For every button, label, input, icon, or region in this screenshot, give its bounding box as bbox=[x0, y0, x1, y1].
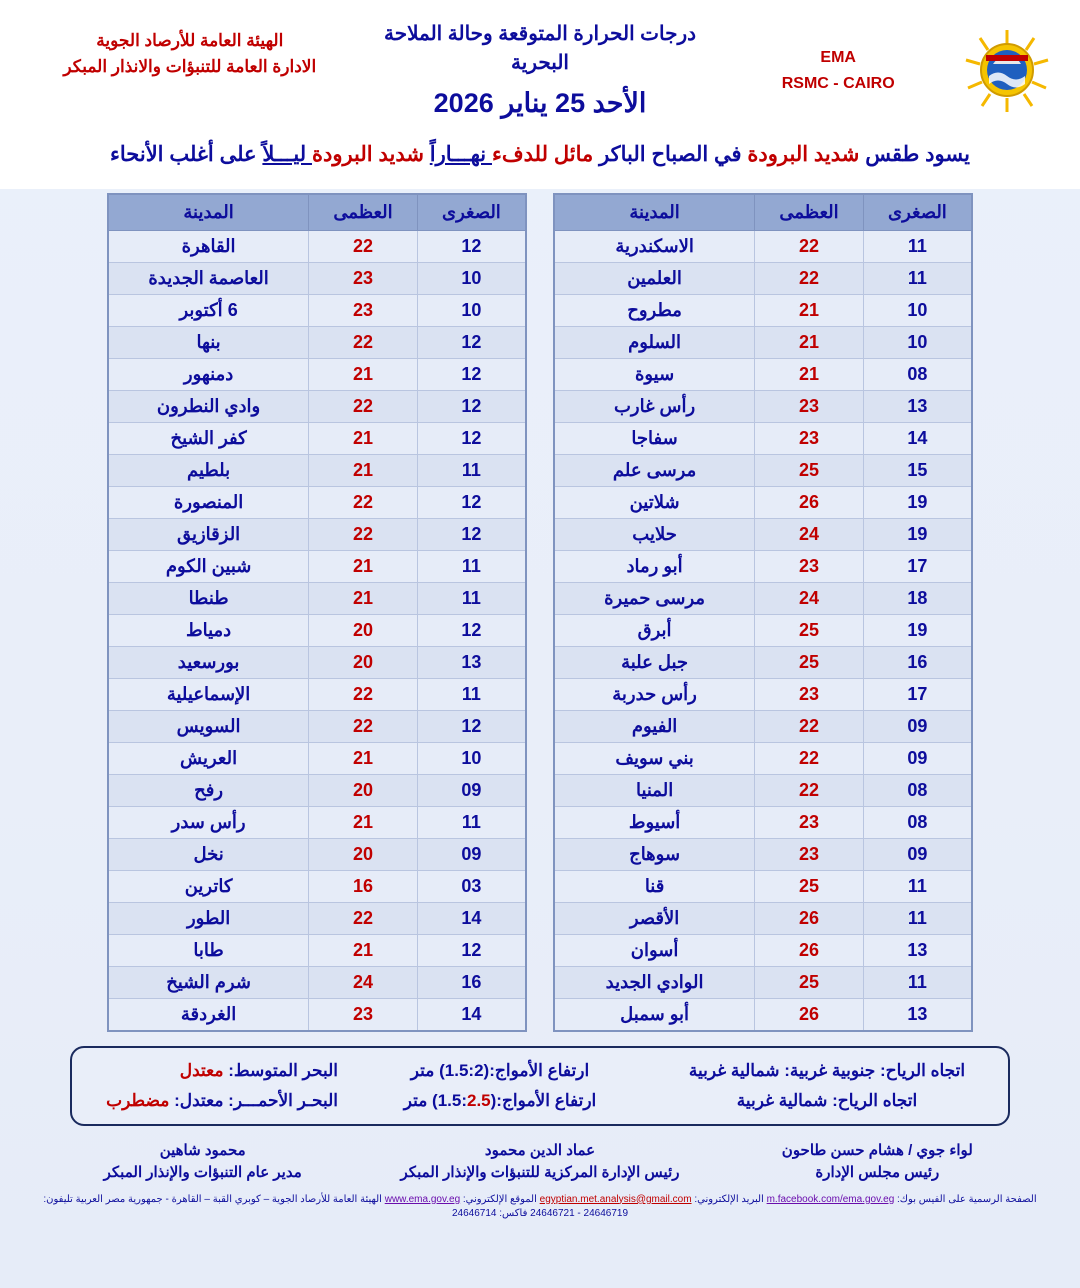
cell-min-temp: 08 bbox=[863, 358, 972, 390]
cell-city-name: رأس سدر bbox=[108, 806, 309, 838]
table-row bbox=[108, 518, 526, 550]
cell-max-temp: 21 bbox=[309, 454, 418, 486]
cell-min-temp: 10 bbox=[863, 294, 972, 326]
cell-city-name: نخل bbox=[108, 838, 309, 870]
cell-city-name: الفيوم bbox=[554, 710, 755, 742]
cell-max-temp: 20 bbox=[309, 838, 418, 870]
cell-city-name: المنصورة bbox=[108, 486, 309, 518]
summary-warm-day: مائل للدفء bbox=[491, 143, 594, 167]
cell-min-temp: 11 bbox=[417, 550, 526, 582]
cell-city-name: رفح bbox=[108, 774, 309, 806]
table-row bbox=[554, 678, 972, 710]
table-row bbox=[554, 326, 972, 358]
bulletin-title-block bbox=[354, 14, 727, 123]
cell-city-name: حلايب bbox=[554, 518, 755, 550]
cell-city-name: شلاتين bbox=[554, 486, 755, 518]
table-row bbox=[108, 742, 526, 774]
cell-max-temp: 21 bbox=[309, 934, 418, 966]
cell-city-name: شرم الشيخ bbox=[108, 966, 309, 998]
cell-max-temp: 22 bbox=[309, 902, 418, 934]
table-row bbox=[108, 966, 526, 998]
cell-max-temp: 22 bbox=[755, 230, 864, 262]
cell-min-temp: 11 bbox=[863, 230, 972, 262]
cell-max-temp: 24 bbox=[755, 582, 864, 614]
table-row bbox=[108, 998, 526, 1031]
cell-min-temp: 19 bbox=[863, 614, 972, 646]
cell-max-temp: 22 bbox=[309, 326, 418, 358]
summary-part-6: على أغلب الأنحاء bbox=[110, 143, 263, 167]
mediterranean-row bbox=[88, 1056, 992, 1086]
red-sea-waves-high: 2.5 bbox=[467, 1090, 491, 1110]
cell-max-temp: 26 bbox=[755, 902, 864, 934]
table-row bbox=[108, 774, 526, 806]
cell-min-temp: 10 bbox=[417, 742, 526, 774]
cell-city-name: الاسكندرية bbox=[554, 230, 755, 262]
cell-min-temp: 13 bbox=[417, 646, 526, 678]
cell-city-name: العاصمة الجديدة bbox=[108, 262, 309, 294]
cell-city-name: بنها bbox=[108, 326, 309, 358]
cell-max-temp: 22 bbox=[755, 262, 864, 294]
cell-city-name: أسيوط bbox=[554, 806, 755, 838]
cell-min-temp: 19 bbox=[863, 486, 972, 518]
table-row bbox=[108, 550, 526, 582]
cell-min-temp: 12 bbox=[417, 710, 526, 742]
table-row bbox=[554, 582, 972, 614]
cell-city-name: دمنهور bbox=[108, 358, 309, 390]
cell-min-temp: 17 bbox=[863, 550, 972, 582]
red-sea-state-2: مضطرب bbox=[106, 1090, 170, 1110]
cell-max-temp: 23 bbox=[755, 806, 864, 838]
summary-part-3: نهـــاراً bbox=[429, 143, 492, 167]
cell-min-temp: 16 bbox=[417, 966, 526, 998]
cell-min-temp: 12 bbox=[417, 422, 526, 454]
cell-max-temp: 21 bbox=[755, 358, 864, 390]
summary-part-1: يسود طقس bbox=[859, 143, 970, 167]
table-row bbox=[554, 742, 972, 774]
cell-city-name: جبل علبة bbox=[554, 646, 755, 678]
cell-min-temp: 08 bbox=[863, 806, 972, 838]
summary-part-5: ليـــلاً bbox=[262, 143, 312, 167]
cell-city-name: أبرق bbox=[554, 614, 755, 646]
cell-city-name: مطروح bbox=[554, 294, 755, 326]
cell-max-temp: 21 bbox=[755, 294, 864, 326]
cell-city-name: الوادي الجديد bbox=[554, 966, 755, 998]
table-row bbox=[108, 486, 526, 518]
cell-max-temp: 23 bbox=[309, 294, 418, 326]
ema-rsmc: RSMC - CAIRO bbox=[781, 75, 895, 92]
cell-min-temp: 12 bbox=[417, 486, 526, 518]
table-row bbox=[108, 262, 526, 294]
table-row bbox=[108, 870, 526, 902]
table-row bbox=[108, 646, 526, 678]
cell-city-name: سوهاج bbox=[554, 838, 755, 870]
cell-city-name: قنا bbox=[554, 870, 755, 902]
red-sea-wind: اتجاه الرياح: شمالية غربية bbox=[736, 1090, 918, 1110]
cell-city-name: القاهرة bbox=[108, 230, 309, 262]
mediterranean-label bbox=[88, 1061, 338, 1081]
table-row bbox=[554, 518, 972, 550]
column-header-min: الصغرى bbox=[863, 194, 972, 231]
forecast-summary bbox=[40, 139, 1040, 171]
authority-block bbox=[26, 14, 354, 79]
table-header-row bbox=[554, 194, 972, 231]
column-header-city: المدينة bbox=[108, 194, 309, 231]
cell-min-temp: 09 bbox=[863, 710, 972, 742]
table-row bbox=[554, 358, 972, 390]
signature-footer bbox=[0, 1126, 1080, 1185]
table-row bbox=[108, 582, 526, 614]
table-row bbox=[108, 614, 526, 646]
cell-city-name: طابا bbox=[108, 934, 309, 966]
cell-max-temp: 25 bbox=[755, 966, 864, 998]
table-row bbox=[108, 454, 526, 486]
cell-min-temp: 11 bbox=[863, 870, 972, 902]
cell-min-temp: 18 bbox=[863, 582, 972, 614]
cell-min-temp: 17 bbox=[863, 678, 972, 710]
facebook-prefix: الصفحة الرسمية على الفيس بوك: bbox=[897, 1193, 1037, 1205]
table-row bbox=[108, 806, 526, 838]
table-row bbox=[554, 902, 972, 934]
cell-max-temp: 22 bbox=[755, 710, 864, 742]
table-row bbox=[554, 998, 972, 1031]
mediterranean-state: معتدل bbox=[179, 1060, 224, 1080]
cell-min-temp: 11 bbox=[417, 678, 526, 710]
table-row bbox=[108, 838, 526, 870]
contact-footer bbox=[0, 1185, 1080, 1227]
cell-min-temp: 12 bbox=[417, 614, 526, 646]
ema-logo-icon bbox=[960, 28, 1054, 114]
table-row bbox=[108, 358, 526, 390]
ema-branding bbox=[726, 14, 1054, 114]
cell-min-temp: 09 bbox=[417, 838, 526, 870]
cell-max-temp: 24 bbox=[309, 966, 418, 998]
table-row bbox=[554, 262, 972, 294]
mediterranean-name: البحر المتوسط: bbox=[228, 1060, 338, 1080]
website-prefix: الموقع الإلكتروني: bbox=[462, 1193, 537, 1205]
cell-max-temp: 23 bbox=[755, 678, 864, 710]
cell-city-name: شبين الكوم bbox=[108, 550, 309, 582]
cell-max-temp: 25 bbox=[755, 646, 864, 678]
cell-min-temp: 11 bbox=[417, 806, 526, 838]
cell-city-name: أبو سمبل bbox=[554, 998, 755, 1031]
red-sea-state-1: معتدل: bbox=[174, 1090, 224, 1110]
temperature-table-primary bbox=[107, 193, 527, 1032]
table-row bbox=[108, 326, 526, 358]
cell-min-temp: 09 bbox=[863, 838, 972, 870]
table-header-row bbox=[108, 194, 526, 231]
summary-cold-morning: شديد البرودة bbox=[747, 143, 860, 167]
bulletin-title: درجات الحرارة المتوقعة وحالة الملاحة البحرية bbox=[383, 23, 697, 74]
signature-left bbox=[709, 1140, 1046, 1185]
cell-max-temp: 20 bbox=[309, 614, 418, 646]
cell-city-name: أبو رماد bbox=[554, 550, 755, 582]
cell-min-temp: 09 bbox=[863, 742, 972, 774]
cell-min-temp: 14 bbox=[417, 902, 526, 934]
temperature-tables bbox=[0, 189, 1080, 1032]
red-sea-waves-suffix: ) متر bbox=[403, 1090, 438, 1110]
cell-max-temp: 22 bbox=[309, 678, 418, 710]
cell-min-temp: 08 bbox=[863, 774, 972, 806]
signature-left-title: رئيس مجلس الإدارة bbox=[815, 1164, 940, 1182]
cell-city-name: السلوم bbox=[554, 326, 755, 358]
table-row bbox=[108, 294, 526, 326]
cell-min-temp: 14 bbox=[417, 998, 526, 1031]
cell-max-temp: 22 bbox=[309, 518, 418, 550]
cell-city-name: الزقازيق bbox=[108, 518, 309, 550]
cell-max-temp: 21 bbox=[309, 806, 418, 838]
table-row bbox=[108, 422, 526, 454]
cell-max-temp: 24 bbox=[755, 518, 864, 550]
page-header bbox=[0, 0, 1080, 123]
cell-max-temp: 26 bbox=[755, 998, 864, 1031]
facebook-link[interactable]: m.facebook.com/ema.gov.eg bbox=[766, 1193, 895, 1205]
table-row bbox=[554, 230, 972, 262]
cell-max-temp: 23 bbox=[755, 838, 864, 870]
red-sea-waves bbox=[338, 1091, 662, 1111]
cell-city-name: وادي النطرون bbox=[108, 390, 309, 422]
cell-min-temp: 10 bbox=[417, 262, 526, 294]
cell-max-temp: 22 bbox=[309, 710, 418, 742]
bulletin-date: الأحد 25 يناير 2026 bbox=[433, 88, 647, 118]
cell-max-temp: 26 bbox=[755, 934, 864, 966]
cell-max-temp: 16 bbox=[309, 870, 418, 902]
cell-min-temp: 10 bbox=[863, 326, 972, 358]
cell-city-name: أسوان bbox=[554, 934, 755, 966]
cell-city-name: الطور bbox=[108, 902, 309, 934]
cell-max-temp: 25 bbox=[755, 454, 864, 486]
cell-max-temp: 23 bbox=[755, 422, 864, 454]
red-sea-name: البحـر الأحمـــر: bbox=[228, 1090, 338, 1110]
table-row bbox=[554, 710, 972, 742]
table-row bbox=[108, 902, 526, 934]
table-row bbox=[108, 678, 526, 710]
summary-part-2: في الصباح الباكر bbox=[593, 143, 748, 167]
cell-city-name: كفر الشيخ bbox=[108, 422, 309, 454]
cell-min-temp: 11 bbox=[863, 902, 972, 934]
cell-max-temp: 25 bbox=[755, 870, 864, 902]
forecast-summary-bar bbox=[0, 123, 1080, 189]
cell-min-temp: 10 bbox=[417, 294, 526, 326]
cell-city-name: رأس غارب bbox=[554, 390, 755, 422]
cell-max-temp: 20 bbox=[309, 646, 418, 678]
cell-min-temp: 11 bbox=[417, 454, 526, 486]
cell-city-name: السويس bbox=[108, 710, 309, 742]
cell-city-name: رأس حدربة bbox=[554, 678, 755, 710]
red-sea-waves-prefix: ارتفاع الأمواج:(1.5: bbox=[437, 1090, 597, 1110]
table-row bbox=[554, 614, 972, 646]
cell-city-name: دمياط bbox=[108, 614, 309, 646]
contact-address: الهيئة العامة للأرصاد الجوية – كوبري القبة – القاهرة - جمهورية مصر العربية تليفون: 24646719 - 24646721 فاكس: 24646714 bbox=[43, 1193, 629, 1219]
mediterranean-wind: اتجاه الرياح: جنوبية غربية: شمالية غربية bbox=[688, 1060, 966, 1080]
cell-city-name: العلمين bbox=[554, 262, 755, 294]
table-row bbox=[108, 934, 526, 966]
cell-max-temp: 22 bbox=[309, 486, 418, 518]
column-header-min: الصغرى bbox=[417, 194, 526, 231]
signature-center bbox=[371, 1140, 708, 1185]
cell-max-temp: 26 bbox=[755, 486, 864, 518]
marine-conditions-box bbox=[70, 1046, 1010, 1126]
temperature-table-secondary bbox=[553, 193, 973, 1032]
cell-max-temp: 23 bbox=[755, 550, 864, 582]
cell-city-name: بورسعيد bbox=[108, 646, 309, 678]
cell-city-name: مرسى حميرة bbox=[554, 582, 755, 614]
cell-min-temp: 11 bbox=[863, 966, 972, 998]
cell-max-temp: 22 bbox=[309, 390, 418, 422]
cell-max-temp: 23 bbox=[755, 390, 864, 422]
cell-city-name: الإسماعيلية bbox=[108, 678, 309, 710]
column-header-max: العظمى bbox=[755, 194, 864, 231]
cell-max-temp: 23 bbox=[309, 262, 418, 294]
email-link[interactable]: egyptian.met.analysis@gmail.com bbox=[539, 1193, 692, 1205]
table-row bbox=[554, 646, 972, 678]
table-row bbox=[108, 390, 526, 422]
cell-city-name: بلطيم bbox=[108, 454, 309, 486]
table-row bbox=[554, 838, 972, 870]
cell-min-temp: 15 bbox=[863, 454, 972, 486]
mediterranean-waves: ارتفاع الأمواج:(1.5:2) متر bbox=[410, 1060, 590, 1080]
signature-center-title: رئيس الإدارة المركزية للتنبؤات والإنذار المبكر bbox=[400, 1164, 680, 1182]
cell-min-temp: 13 bbox=[863, 998, 972, 1031]
table-row bbox=[554, 294, 972, 326]
cell-city-name: الغردقة bbox=[108, 998, 309, 1031]
cell-city-name: بني سويف bbox=[554, 742, 755, 774]
cell-min-temp: 14 bbox=[863, 422, 972, 454]
cell-max-temp: 21 bbox=[309, 422, 418, 454]
table-row bbox=[554, 422, 972, 454]
cell-min-temp: 03 bbox=[417, 870, 526, 902]
mail-prefix: البريد الإلكتروني: bbox=[694, 1193, 764, 1205]
red-sea-label bbox=[88, 1091, 338, 1111]
cell-min-temp: 12 bbox=[417, 326, 526, 358]
cell-min-temp: 13 bbox=[863, 390, 972, 422]
authority-line-2: الادارة العامة للتنبؤات والانذار المبكر bbox=[63, 56, 317, 76]
authority-line-1: الهيئة العامة للأرصاد الجوية bbox=[96, 31, 284, 50]
ema-text-block bbox=[726, 45, 950, 96]
cell-max-temp: 22 bbox=[309, 230, 418, 262]
signature-right-name: محمود شاهين bbox=[159, 1141, 246, 1159]
cell-min-temp: 19 bbox=[863, 518, 972, 550]
cell-max-temp: 21 bbox=[309, 550, 418, 582]
cell-min-temp: 13 bbox=[863, 934, 972, 966]
table-row bbox=[554, 486, 972, 518]
table-row bbox=[554, 390, 972, 422]
table-row bbox=[554, 454, 972, 486]
cell-max-temp: 21 bbox=[309, 358, 418, 390]
cell-city-name: الأقصر bbox=[554, 902, 755, 934]
signature-right-title: مدير عام التنبؤات والإنذار المبكر bbox=[103, 1164, 302, 1182]
cell-min-temp: 09 bbox=[417, 774, 526, 806]
table-row bbox=[554, 550, 972, 582]
table-row bbox=[108, 230, 526, 262]
cell-min-temp: 12 bbox=[417, 518, 526, 550]
cell-max-temp: 22 bbox=[755, 742, 864, 774]
table-row bbox=[554, 934, 972, 966]
cell-min-temp: 11 bbox=[417, 582, 526, 614]
cell-min-temp: 12 bbox=[417, 390, 526, 422]
ema-abbr: EMA bbox=[820, 49, 856, 67]
red-sea-row bbox=[88, 1086, 992, 1116]
column-header-city: المدينة bbox=[554, 194, 755, 231]
cell-city-name: كاترين bbox=[108, 870, 309, 902]
cell-max-temp: 22 bbox=[755, 774, 864, 806]
website-link[interactable]: www.ema.gov.eg bbox=[384, 1193, 461, 1205]
cell-max-temp: 20 bbox=[309, 774, 418, 806]
table-row bbox=[554, 870, 972, 902]
cell-min-temp: 16 bbox=[863, 646, 972, 678]
table-row bbox=[554, 806, 972, 838]
table-row bbox=[554, 966, 972, 998]
cell-min-temp: 12 bbox=[417, 358, 526, 390]
cell-max-temp: 21 bbox=[755, 326, 864, 358]
cell-city-name: طنطا bbox=[108, 582, 309, 614]
cell-city-name: العريش bbox=[108, 742, 309, 774]
table-row bbox=[108, 710, 526, 742]
cell-max-temp: 21 bbox=[309, 582, 418, 614]
cell-city-name: سيوة bbox=[554, 358, 755, 390]
cell-max-temp: 25 bbox=[755, 614, 864, 646]
cell-min-temp: 11 bbox=[863, 262, 972, 294]
cell-city-name: المنيا bbox=[554, 774, 755, 806]
column-header-max: العظمى bbox=[309, 194, 418, 231]
signature-left-name: لواء جوي / هشام حسن طاحون bbox=[781, 1141, 973, 1159]
cell-city-name: مرسى علم bbox=[554, 454, 755, 486]
cell-max-temp: 21 bbox=[309, 742, 418, 774]
cell-min-temp: 12 bbox=[417, 230, 526, 262]
cell-min-temp: 12 bbox=[417, 934, 526, 966]
signature-right bbox=[34, 1140, 371, 1185]
signature-center-name: عماد الدين محمود bbox=[484, 1141, 596, 1159]
summary-cold-night: شديد البرودة bbox=[311, 143, 430, 167]
cell-city-name: 6 أكتوبر bbox=[108, 294, 309, 326]
table-row bbox=[554, 774, 972, 806]
cell-max-temp: 23 bbox=[309, 998, 418, 1031]
cell-city-name: سفاجا bbox=[554, 422, 755, 454]
